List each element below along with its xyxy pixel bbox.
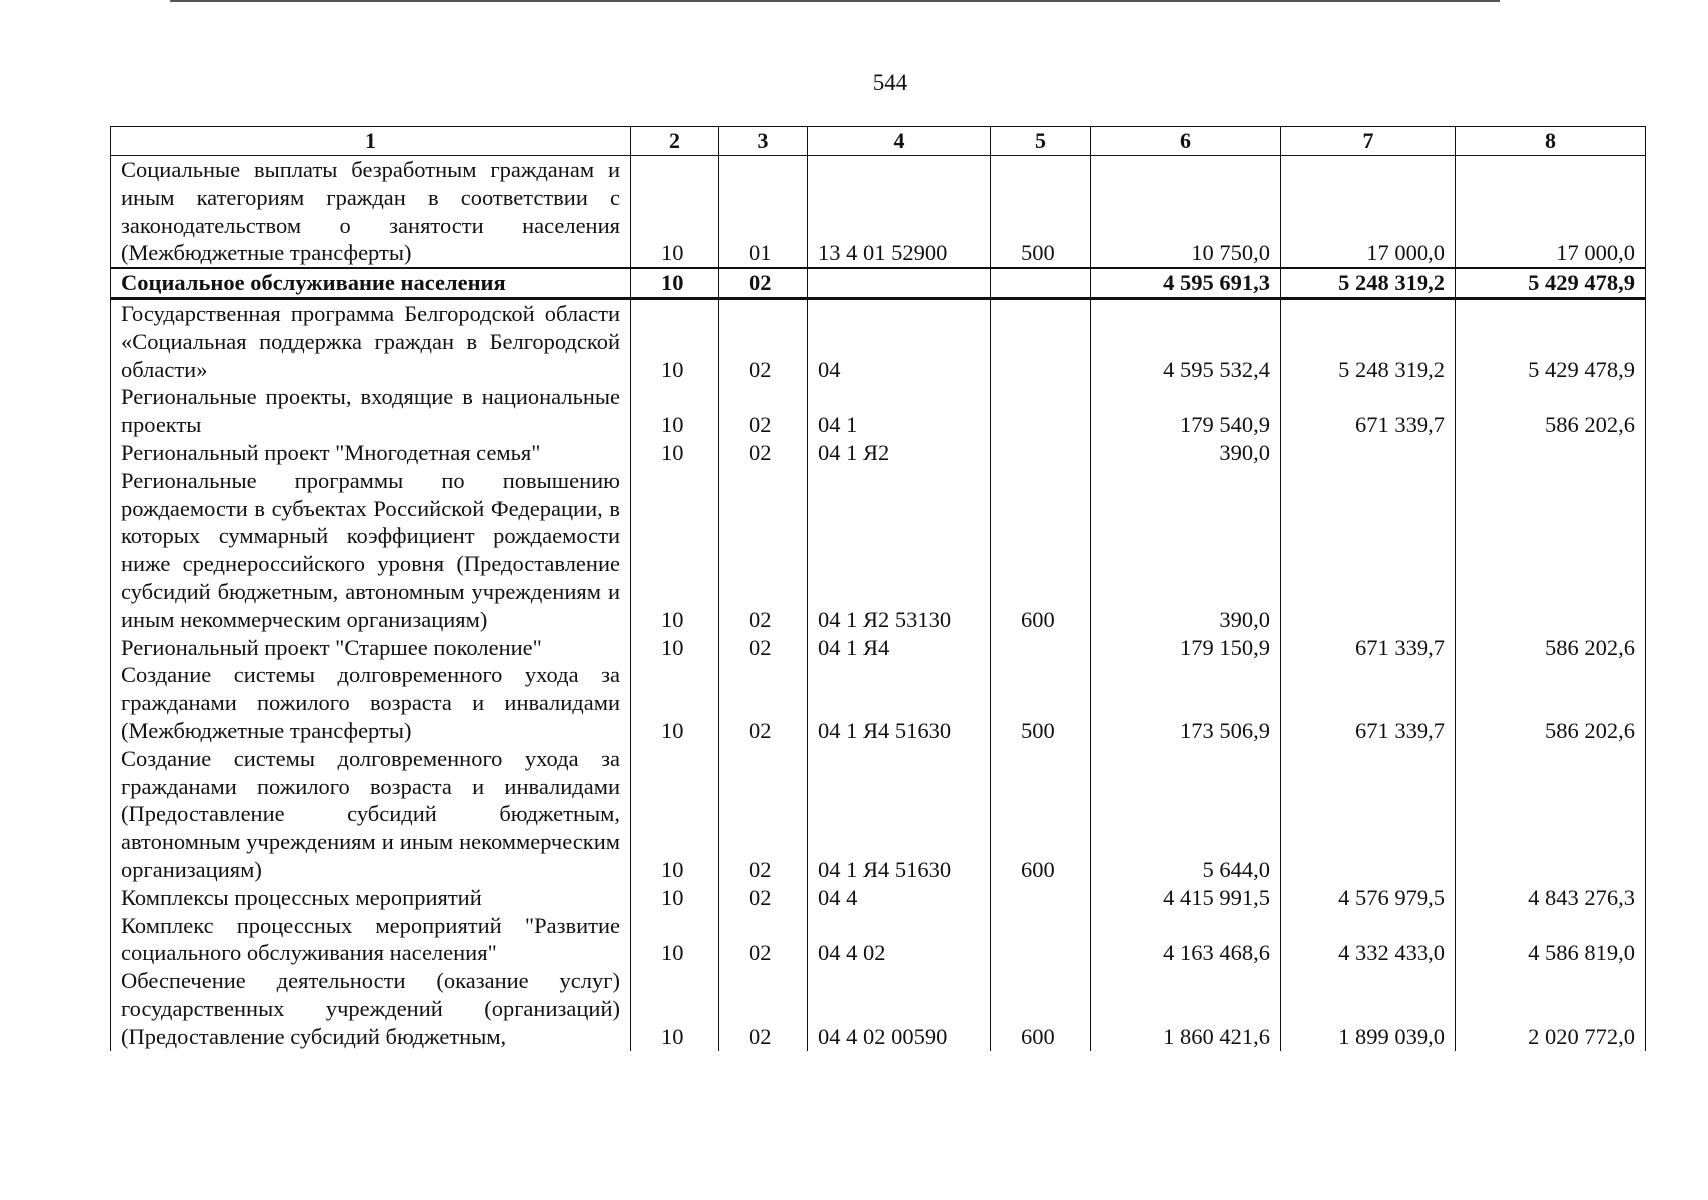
row-description: Региональный проект "Старшее поколение" bbox=[111, 634, 631, 662]
row-expense-type bbox=[991, 439, 1091, 467]
row-subsection: 02 bbox=[719, 467, 808, 634]
row-amount-col8: 4 843 276,3 bbox=[1456, 884, 1646, 912]
row-expense-type: 600 bbox=[991, 745, 1091, 884]
row-section: 10 bbox=[631, 383, 719, 439]
row-target-article: 13 4 01 52900 bbox=[808, 156, 991, 269]
table-row bbox=[111, 439, 1646, 467]
row-subsection: 02 bbox=[719, 634, 808, 662]
row-section: 10 bbox=[631, 439, 719, 467]
row-target-article: 04 1 Я4 bbox=[808, 634, 991, 662]
row-subsection: 02 bbox=[719, 439, 808, 467]
page-number: 544 bbox=[872, 70, 908, 95]
row-description: Создание системы долговременного ухода за гражданами пожилого возраста и инвалидами (Межбюджетные трансферты) bbox=[111, 661, 631, 744]
row-section: 10 bbox=[631, 156, 719, 269]
row-section: 10 bbox=[631, 298, 719, 383]
row-amount-col7 bbox=[1281, 467, 1456, 634]
row-section: 10 bbox=[631, 634, 719, 662]
row-target-article: 04 1 Я4 51630 bbox=[808, 745, 991, 884]
row-target-article: 04 4 02 00590 bbox=[808, 967, 991, 1050]
row-amount-col8 bbox=[1456, 467, 1646, 634]
row-amount-col6: 1 860 421,6 bbox=[1091, 967, 1281, 1050]
row-amount-col6: 5 644,0 bbox=[1091, 745, 1281, 884]
row-amount-col7 bbox=[1281, 745, 1456, 884]
table-header bbox=[111, 127, 1646, 156]
row-description: Обеспечение деятельности (оказание услуг) государственных учреждений (организаций) (Предоставление субсидий бюджетным, bbox=[111, 967, 631, 1050]
row-amount-col6: 390,0 bbox=[1091, 467, 1281, 634]
row-amount-col6: 179 540,9 bbox=[1091, 383, 1281, 439]
table-row bbox=[111, 884, 1646, 912]
row-expense-type bbox=[991, 268, 1091, 298]
row-description: Социальное обслуживание населения bbox=[111, 268, 631, 298]
row-subsection: 02 bbox=[719, 661, 808, 744]
row-expense-type bbox=[991, 298, 1091, 383]
row-amount-col6: 10 750,0 bbox=[1091, 156, 1281, 269]
header-col-5: 5 bbox=[991, 127, 1091, 156]
row-section: 10 bbox=[631, 661, 719, 744]
table-row bbox=[111, 912, 1646, 968]
row-description: Государственная программа Белгородской области «Социальная поддержка граждан в Белгородской области» bbox=[111, 298, 631, 383]
table-row bbox=[111, 467, 1646, 634]
row-expense-type: 500 bbox=[991, 156, 1091, 269]
row-amount-col8: 5 429 478,9 bbox=[1456, 298, 1646, 383]
row-subsection: 02 bbox=[719, 912, 808, 968]
row-amount-col6: 4 595 532,4 bbox=[1091, 298, 1281, 383]
row-amount-col6: 179 150,9 bbox=[1091, 634, 1281, 662]
table-row bbox=[111, 634, 1646, 662]
header-col-4: 4 bbox=[808, 127, 991, 156]
row-amount-col8 bbox=[1456, 439, 1646, 467]
table-row bbox=[111, 268, 1646, 298]
row-expense-type: 600 bbox=[991, 967, 1091, 1050]
table-row bbox=[111, 383, 1646, 439]
row-description: Региональные проекты, входящие в национальные проекты bbox=[111, 383, 631, 439]
row-amount-col8: 2 020 772,0 bbox=[1456, 967, 1646, 1050]
header-col-7: 7 bbox=[1281, 127, 1456, 156]
row-amount-col7: 4 332 433,0 bbox=[1281, 912, 1456, 968]
header-col-1: 1 bbox=[111, 127, 631, 156]
row-subsection: 02 bbox=[719, 298, 808, 383]
row-subsection: 01 bbox=[719, 156, 808, 269]
table-body bbox=[111, 156, 1646, 1051]
budget-table bbox=[110, 126, 1646, 1051]
row-description: Комплексы процессных мероприятий bbox=[111, 884, 631, 912]
row-target-article: 04 bbox=[808, 298, 991, 383]
row-amount-col8: 586 202,6 bbox=[1456, 634, 1646, 662]
row-amount-col8: 17 000,0 bbox=[1456, 156, 1646, 269]
row-description: Региональный проект "Многодетная семья" bbox=[111, 439, 631, 467]
row-expense-type: 500 bbox=[991, 661, 1091, 744]
row-section: 10 bbox=[631, 268, 719, 298]
row-section: 10 bbox=[631, 467, 719, 634]
table-row bbox=[111, 967, 1646, 1050]
row-target-article: 04 1 Я2 bbox=[808, 439, 991, 467]
row-amount-col8: 4 586 819,0 bbox=[1456, 912, 1646, 968]
row-expense-type bbox=[991, 383, 1091, 439]
row-amount-col7: 671 339,7 bbox=[1281, 383, 1456, 439]
row-amount-col7: 4 576 979,5 bbox=[1281, 884, 1456, 912]
table-row bbox=[111, 661, 1646, 744]
row-target-article: 04 1 Я4 51630 bbox=[808, 661, 991, 744]
row-amount-col8: 586 202,6 bbox=[1456, 383, 1646, 439]
table-row bbox=[111, 298, 1646, 383]
row-subsection: 02 bbox=[719, 967, 808, 1050]
table-row bbox=[111, 156, 1646, 269]
row-expense-type bbox=[991, 912, 1091, 968]
header-col-6: 6 bbox=[1091, 127, 1281, 156]
row-target-article: 04 1 bbox=[808, 383, 991, 439]
header-row bbox=[111, 127, 1646, 156]
row-amount-col7 bbox=[1281, 439, 1456, 467]
row-section: 10 bbox=[631, 745, 719, 884]
row-amount-col7: 5 248 319,2 bbox=[1281, 298, 1456, 383]
row-subsection: 02 bbox=[719, 884, 808, 912]
row-section: 10 bbox=[631, 884, 719, 912]
row-amount-col6: 4 163 468,6 bbox=[1091, 912, 1281, 968]
row-expense-type bbox=[991, 634, 1091, 662]
row-target-article: 04 4 02 bbox=[808, 912, 991, 968]
row-amount-col6: 173 506,9 bbox=[1091, 661, 1281, 744]
row-target-article: 04 1 Я2 53130 bbox=[808, 467, 991, 634]
row-description: Создание системы долговременного ухода за гражданами пожилого возраста и инвалидами (Предоставление субсидий бюджетным, автономным учреждениям и иным некоммерческим организациям) bbox=[111, 745, 631, 884]
row-expense-type bbox=[991, 884, 1091, 912]
row-subsection: 02 bbox=[719, 268, 808, 298]
row-amount-col7: 671 339,7 bbox=[1281, 634, 1456, 662]
row-amount-col8: 586 202,6 bbox=[1456, 661, 1646, 744]
header-col-8: 8 bbox=[1456, 127, 1646, 156]
row-amount-col6: 4 415 991,5 bbox=[1091, 884, 1281, 912]
row-description: Комплекс процессных мероприятий "Развитие социального обслуживания населения" bbox=[111, 912, 631, 968]
row-expense-type: 600 bbox=[991, 467, 1091, 634]
row-amount-col8 bbox=[1456, 745, 1646, 884]
row-description: Региональные программы по повышению рождаемости в субъектах Российской Федерации, в которых суммарный коэффициент рождаемости ниже среднероссийского уровня (Предоставление субсидий бюджетным, автономным учреждениям и иным некоммерческим организациям) bbox=[111, 467, 631, 634]
row-amount-col7: 1 899 039,0 bbox=[1281, 967, 1456, 1050]
row-amount-col7: 17 000,0 bbox=[1281, 156, 1456, 269]
row-subsection: 02 bbox=[719, 745, 808, 884]
header-col-3: 3 bbox=[719, 127, 808, 156]
row-amount-col6: 390,0 bbox=[1091, 439, 1281, 467]
row-amount-col7: 5 248 319,2 bbox=[1281, 268, 1456, 298]
row-amount-col7: 671 339,7 bbox=[1281, 661, 1456, 744]
scan-top-rule bbox=[170, 0, 1500, 2]
header-col-2: 2 bbox=[631, 127, 719, 156]
table-row bbox=[111, 745, 1646, 884]
row-section: 10 bbox=[631, 912, 719, 968]
row-amount-col6: 4 595 691,3 bbox=[1091, 268, 1281, 298]
row-amount-col8: 5 429 478,9 bbox=[1456, 268, 1646, 298]
row-target-article: 04 4 bbox=[808, 884, 991, 912]
row-target-article bbox=[808, 268, 991, 298]
row-section: 10 bbox=[631, 967, 719, 1050]
row-subsection: 02 bbox=[719, 383, 808, 439]
row-description: Социальные выплаты безработным гражданам и иным категориям граждан в соответствии с законодательством о занятости населения (Межбюджетные трансферты) bbox=[111, 156, 631, 269]
